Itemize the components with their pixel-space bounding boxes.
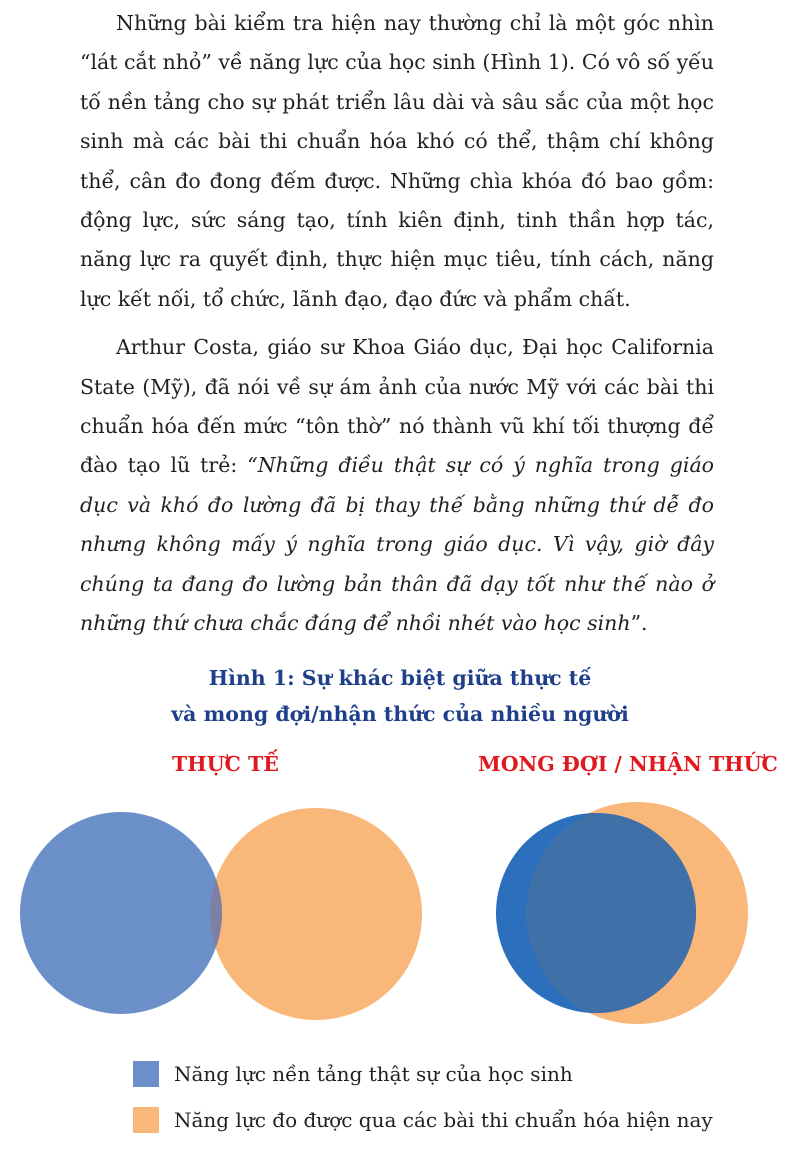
costa-quote: “Những điều thật sự có ý nghĩa trong giáo dục và khó đo lường đã bị thay thế bằng những thứ dễ đo nhưng không mấy ý nghĩa trong giáo dục. Vì vậy, giờ đây chúng ta đang đo lường bản thân đã dạy tốt như thế nào ở những thứ chưa chắc đáng để nhồi nhét vào học sinh	[80, 453, 715, 636]
paragraph-2-end: ”.	[630, 611, 648, 636]
reality-orange-circle	[210, 808, 422, 1020]
legend-swatch-orange	[132, 1106, 160, 1134]
expectation-title: MONG ĐỢI / NHẬN THỨC	[478, 752, 778, 776]
body-text	[80, 4, 714, 653]
legend-label: Năng lực nền tảng thật sự của học sinh	[174, 1062, 573, 1086]
paragraph-1: Những bài kiểm tra hiện nay thường chỉ là một góc nhìn “lát cắt nhỏ” về năng lực của học sinh (Hình 1). Có vô số yếu tố nền tảng cho sự phát triển lâu dài và sâu sắc của một học sinh mà các bài thi chuẩn hóa khó có thể, thậm chí không thể, cân đo đong đếm được. Những chìa khóa đó bao gồm: động lực, sức sáng tạo, tính kiên định, tinh thần hợp tác, năng lực ra quyết định, thực hiện mục tiêu, tính cách, năng lực kết nối, tổ chức, lãnh đạo, đạo đức và phẩm chất.	[80, 11, 714, 311]
legend-swatch-blue	[132, 1060, 160, 1088]
paragraph-2-intro: Arthur Costa, giáo sư Khoa Giáo dục, Đại học California State (Mỹ), đã nói về sự ám ảnh của nước Mỹ với các bài thi chuẩn hóa đến mức “tôn thờ” nó thành vũ khí tối thượng để đào tạo lũ trẻ:	[80, 335, 714, 478]
paragraph-2	[80, 328, 714, 643]
legend-item	[132, 1058, 713, 1090]
caption-line-2: và mong đợi/nhận thức của nhiều người	[171, 702, 629, 726]
reality-blue-circle	[20, 812, 222, 1014]
legend-item	[132, 1104, 713, 1136]
figure-caption	[0, 660, 800, 732]
legend	[132, 1058, 713, 1150]
reality-title: THỰC TẾ	[172, 752, 279, 776]
legend-label: Năng lực đo được qua các bài thi chuẩn hóa hiện nay	[174, 1108, 713, 1132]
caption-line-1: Hình 1: Sự khác biệt giữa thực tế	[208, 666, 592, 690]
venn-diagrams	[0, 800, 800, 1040]
